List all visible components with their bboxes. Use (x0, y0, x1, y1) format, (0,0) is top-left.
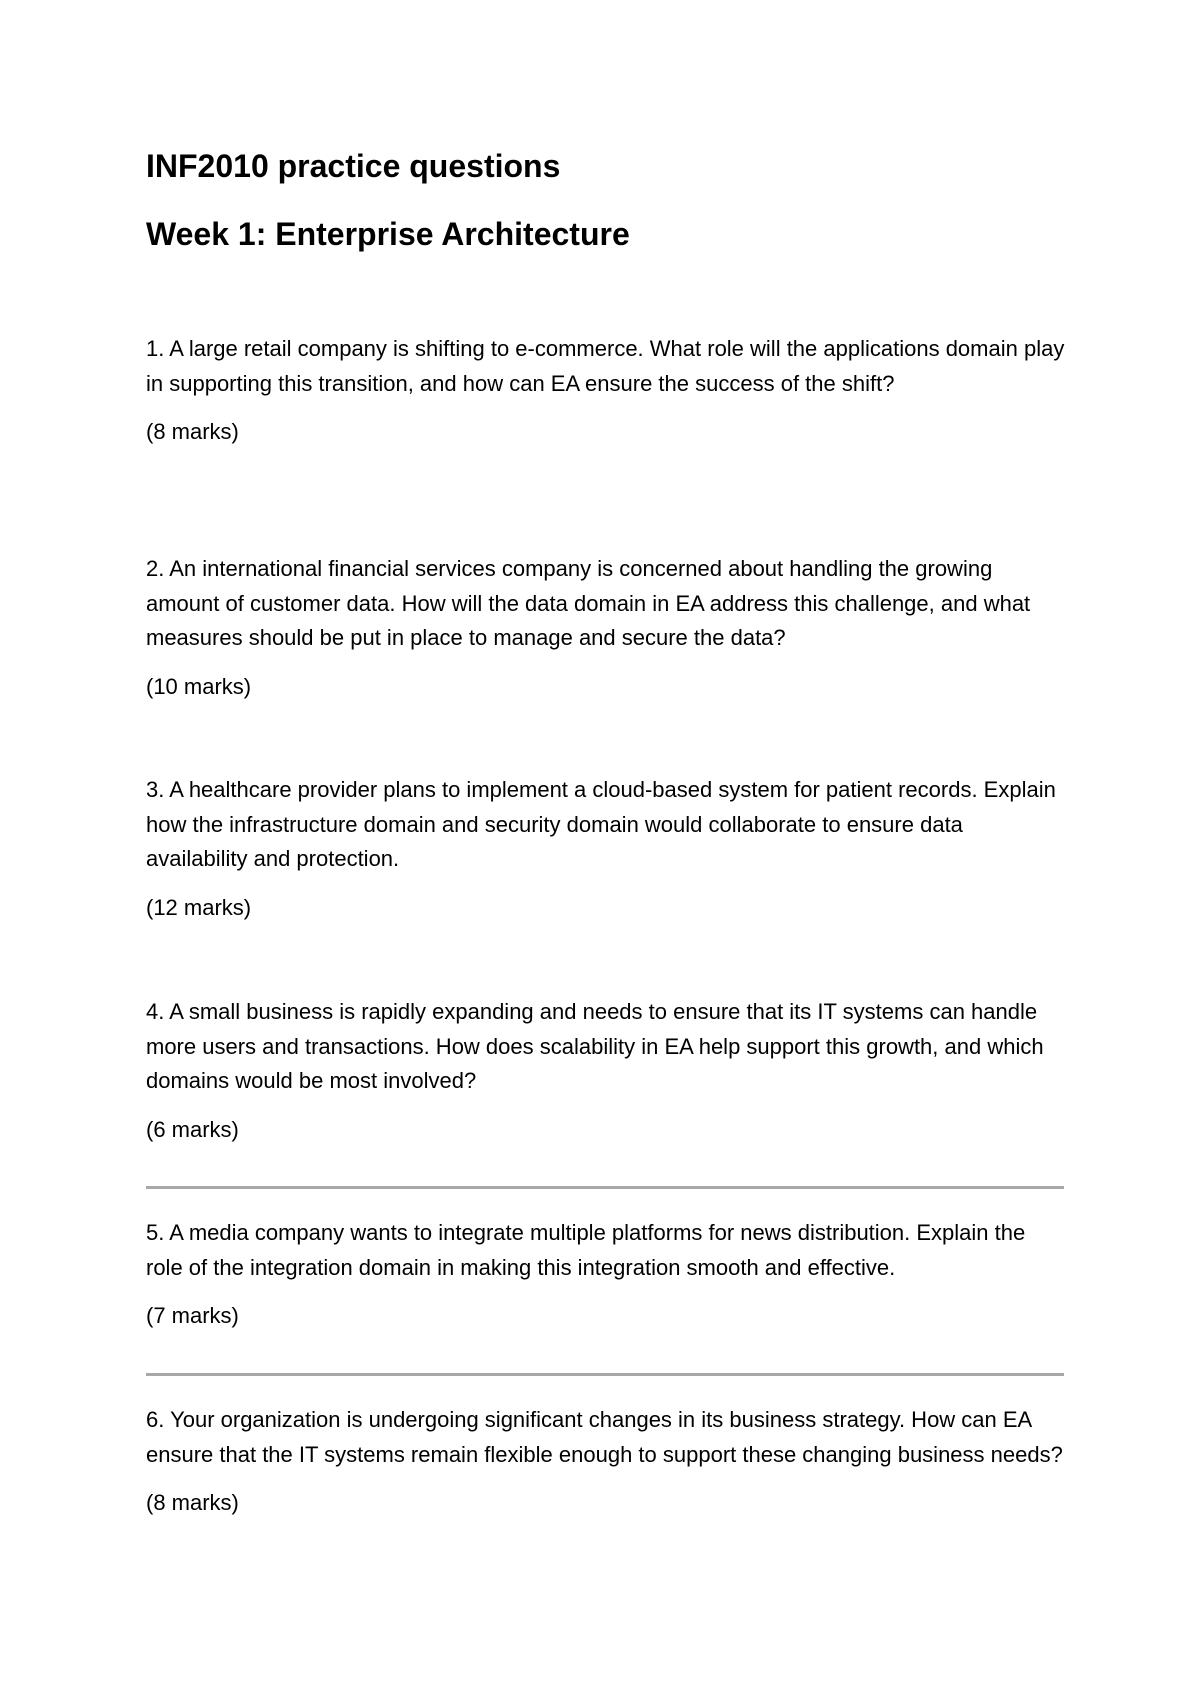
question-2 (146, 552, 1066, 704)
document-title: INF2010 practice questions (146, 148, 561, 184)
question-4 (146, 995, 1066, 1147)
question-text: 1. A large retail company is shifting to e-commerce. What role will the applications domain play in supporting this transition, and how can EA ensure the success of the shift? (146, 336, 1065, 396)
question-marks: (10 marks) (146, 673, 252, 699)
section-divider (146, 1373, 1064, 1376)
question-1 (146, 332, 1066, 449)
question-marks: (12 marks) (146, 894, 252, 920)
question-5 (146, 1216, 1066, 1333)
question-text: 4. A small business is rapidly expanding and needs to ensure that its IT systems can handle more users and transactions. How does scalability in EA help support this growth, and which domains would be most involved? (146, 999, 1044, 1093)
question-marks: (7 marks) (146, 1303, 239, 1328)
question-marks: (8 marks) (146, 419, 239, 444)
question-text: 3. A healthcare provider plans to implement a cloud-based system for patient records. Explain how the infrastructure domain and security domain would collaborate to ensure data availability and protection. (146, 777, 1056, 871)
section-divider (146, 1186, 1064, 1189)
question-text: 2. An international financial services company is concerned about handling the growing amount of customer data. How will the data domain in EA address this challenge, and what measures should be put in place to manage and secure the data? (146, 556, 1031, 650)
question-6 (146, 1403, 1066, 1520)
question-text: 5. A media company wants to integrate multiple platforms for news distribution. Explain the role of the integration domain in making this integration smooth and effective. (146, 1220, 1026, 1280)
question-3 (146, 773, 1066, 925)
question-text: 6. Your organization is undergoing significant changes in its business strategy. How can EA ensure that the IT systems remain flexible enough to support these changing business needs? (146, 1407, 1063, 1467)
question-marks: (6 marks) (146, 1116, 239, 1142)
question-marks: (8 marks) (146, 1490, 239, 1515)
document-subtitle: Week 1: Enterprise Architecture (146, 216, 630, 252)
